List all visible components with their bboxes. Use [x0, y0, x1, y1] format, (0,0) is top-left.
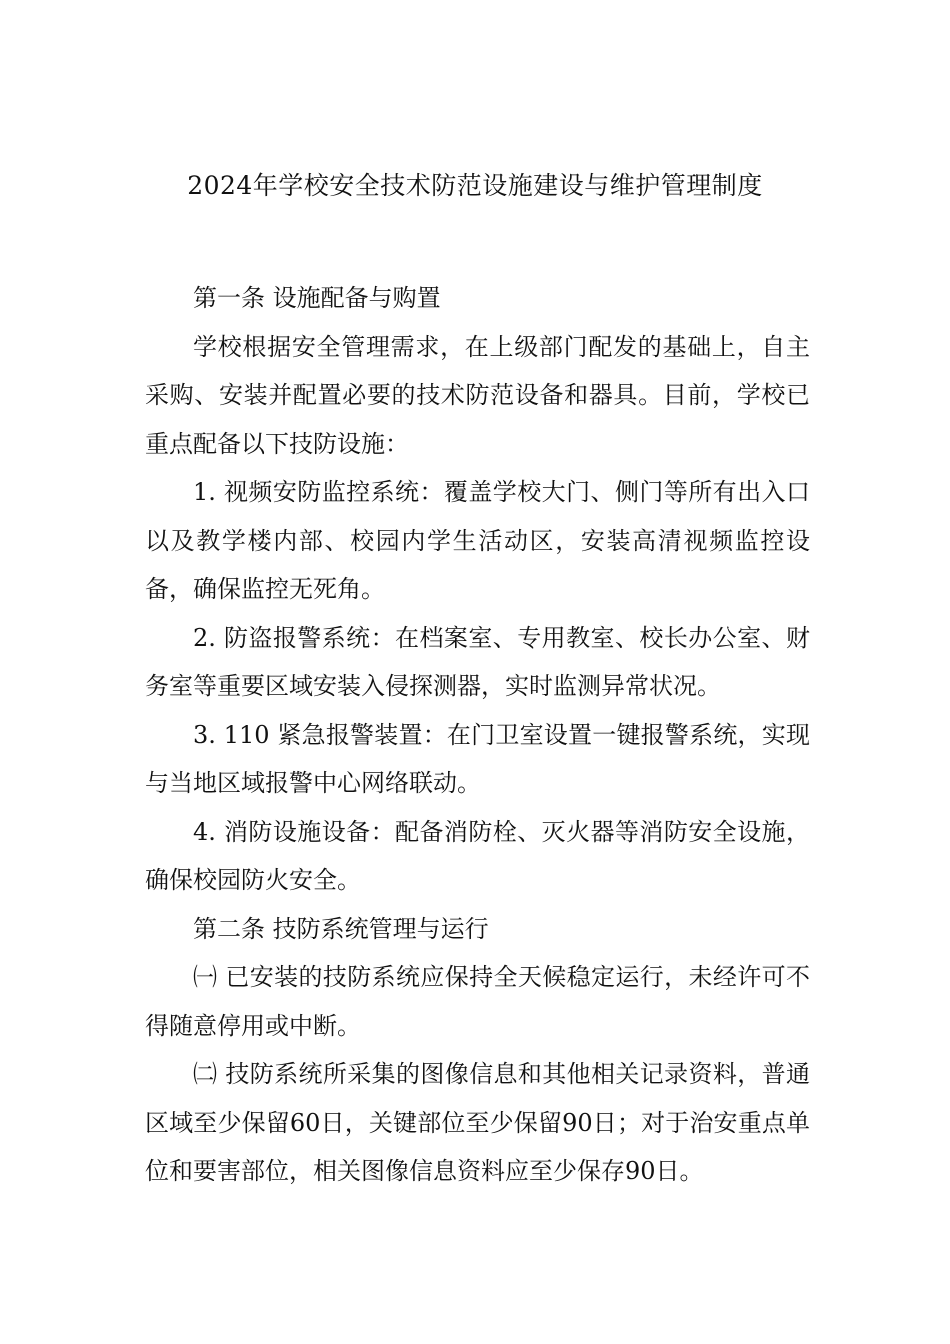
item-fire-equipment: 4. 消防设施设备：配备消防栓、灭火器等消防安全设施，确保校园防火安全。	[145, 817, 810, 894]
article-2-clause-2: ㈡ 技防系统所采集的图像信息和其他相关记录资料，普通区域至少保留60日，关键部位至少保留90日；对于治安重点单位和要害部位，相关图像信息资料应至少保存90日。	[145, 1060, 810, 1185]
item-video-surveillance: 1. 视频安防监控系统：覆盖学校大门、侧门等所有出入口以及教学楼内部、校园内学生活动区，安装高清视频监控设备，确保监控无死角。	[145, 478, 810, 603]
article-1-heading: 第一条 设施配备与购置	[193, 284, 441, 312]
item-burglar-alarm: 2. 防盗报警系统：在档案室、专用教室、校长办公室、财务室等重要区域安装入侵探测器，实时监测异常状况。	[145, 623, 810, 700]
article-2-heading: 第二条 技防系统管理与运行	[193, 914, 489, 943]
item-110-emergency-alarm: 3. 110 紧急报警装置：在门卫室设置一键报警系统，实现与当地区域报警中心网络联动。	[145, 720, 810, 797]
article-1-intro: 学校根据安全管理需求，在上级部门配发的基础上，自主采购、安装并配置必要的技术防范设备和器具。目前，学校已重点配备以下技防设施：	[145, 332, 810, 458]
document-title: 2024年学校安全技术防范设施建设与维护管理制度	[187, 171, 763, 200]
article-2-clause-1: ㈠ 已安装的技防系统应保持全天候稳定运行，未经许可不得随意停用或中断。	[145, 963, 810, 1040]
document-body	[145, 274, 810, 1196]
